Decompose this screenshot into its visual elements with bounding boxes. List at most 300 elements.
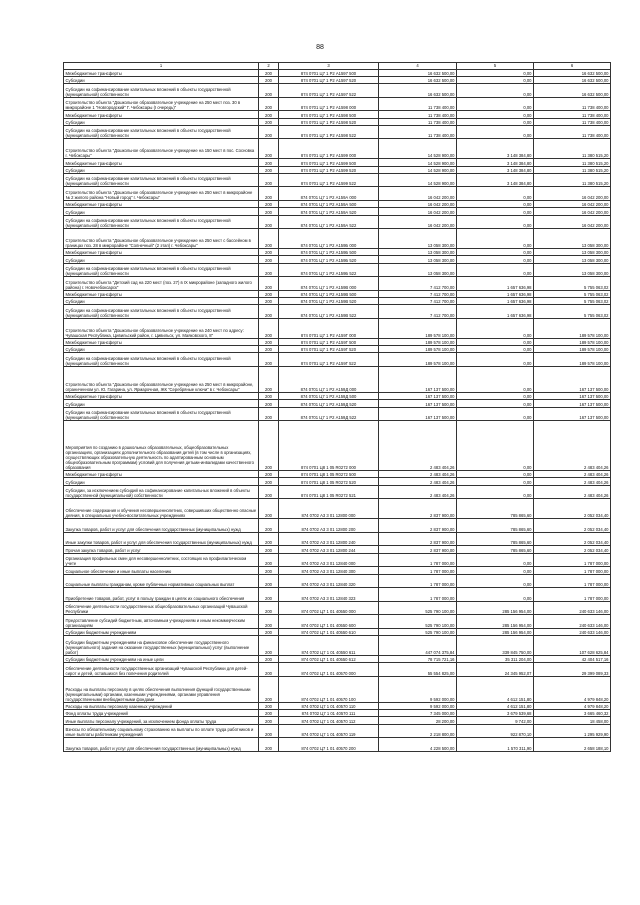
row-budget-code: 874 0701 Ц7 1 Р2 А159А 522: [279, 215, 379, 229]
table-row: [64, 392, 611, 399]
row-approved-amount: 167 137 500,00: [379, 407, 457, 421]
row-budget-code: 874 0701 Ц7 1 Р2 А1597 520: [279, 76, 379, 83]
row-executed-amount: 3 148 384,80: [457, 166, 534, 173]
table-row: [64, 256, 611, 263]
row-budget-code: 874 0702 А3 3 01 12840 000: [279, 553, 379, 567]
row-executed-amount: 0,00: [457, 346, 534, 353]
row-unexecuted-amount: 1 787 000,00: [534, 574, 611, 588]
row-unexecuted-amount: 167 137 500,00: [534, 392, 611, 399]
row-unexecuted-amount: 16 042 200,00: [534, 201, 611, 208]
table-row: [64, 553, 611, 567]
row-executed-amount: 1 570 311,90: [457, 738, 534, 752]
row-name: Субсидии на софинансирование капитальных вложений в объекты государственной (муниципальной) собственности: [64, 215, 259, 229]
row-unexecuted-amount: 167 137 500,00: [534, 400, 611, 407]
row-unexecuted-amount: 189 578 100,00: [534, 353, 611, 367]
row-line-code: 200: [259, 546, 279, 553]
row-unexecuted-amount: 1 787 000,00: [534, 553, 611, 567]
row-line-code: 200: [259, 159, 279, 166]
row-approved-amount: 16 042 200,00: [379, 187, 457, 201]
row-executed-amount: 0,00: [457, 319, 534, 339]
row-approved-amount: 1 787 000,00: [379, 588, 457, 602]
row-executed-amount: 785 865,60: [457, 532, 534, 546]
row-approved-amount: 1 787 000,00: [379, 567, 457, 574]
row-unexecuted-amount: 2 483 404,26: [534, 421, 611, 471]
row-line-code: 200: [259, 256, 279, 263]
row-name: Субсидии: [64, 478, 259, 485]
row-unexecuted-amount: 2 052 034,40: [534, 499, 611, 519]
row-unexecuted-amount: 2 052 034,40: [534, 546, 611, 553]
row-approved-amount: 13 058 300,00: [379, 229, 457, 249]
row-name: Взносы по обязательному социальному страхованию на выплаты по оплате труда работников и иные выплаты работникам учреждений: [64, 724, 259, 738]
row-unexecuted-amount: 29 399 089,33: [534, 663, 611, 677]
row-executed-amount: 9 742,00: [457, 717, 534, 724]
row-name: Субсидии на софинансирование капитальных вложений в объекты государственной (муниципальной) собственности: [64, 263, 259, 277]
row-line-code: 200: [259, 263, 279, 277]
row-unexecuted-amount: 189 578 100,00: [534, 346, 611, 353]
table-row: [64, 400, 611, 407]
row-approved-amount: 2 483 404,26: [379, 478, 457, 485]
table-row: [64, 118, 611, 125]
row-approved-amount: 189 578 100,00: [379, 338, 457, 345]
row-budget-code: 874 0701 Ц8 1 05 R0272 000: [279, 421, 379, 471]
row-executed-amount: 0,00: [457, 400, 534, 407]
row-name: Строительство объекта "Дошкольное образовательное учреждение на 250 мест с бассейном в границах поз. 28 в микрорайоне "Солнечный" (2 этап) г. Чебоксары": [64, 229, 259, 249]
row-executed-amount: 4 612 151,80: [457, 702, 534, 709]
row-name: Субсидии на софинансирование капитальных вложений в объекты государственной (муниципальной) собственности: [64, 125, 259, 139]
row-unexecuted-amount: 2 658 188,10: [534, 738, 611, 752]
row-line-code: 200: [259, 532, 279, 546]
row-executed-amount: 0,00: [457, 84, 534, 98]
row-budget-code: 874 0701 Ц7 1 Р2 А1597 500: [279, 69, 379, 76]
table-row: [64, 663, 611, 677]
row-budget-code: 874 0701 Ц7 1 Р2 А159В 520: [279, 298, 379, 305]
row-line-code: 200: [259, 499, 279, 519]
table-row: [64, 338, 611, 345]
row-name: Социальные выплаты гражданам, кроме публичных нормативных социальных выплат: [64, 574, 259, 588]
row-executed-amount: 1 657 636,98: [457, 290, 534, 297]
row-unexecuted-amount: 2 483 404,26: [534, 485, 611, 499]
row-executed-amount: 785 865,60: [457, 519, 534, 533]
row-executed-amount: 0,00: [457, 421, 534, 471]
table-row: [64, 656, 611, 663]
table-row: [64, 478, 611, 485]
row-approved-amount: 11 738 400,00: [379, 118, 457, 125]
row-executed-amount: 3 148 384,80: [457, 139, 534, 159]
row-executed-amount: 0,00: [457, 353, 534, 367]
row-unexecuted-amount: 2 483 404,26: [534, 478, 611, 485]
row-name: Строительство объекта "Детский сад на 220 мест (поз. 27) в IX микрорайоне (западного жилого района) г. Новочебоксарск": [64, 277, 259, 291]
row-line-code: 200: [259, 277, 279, 291]
row-approved-amount: 7 412 700,00: [379, 305, 457, 319]
table-row: [64, 208, 611, 215]
row-budget-code: 874 0701 Ц7 1 Р2 А159Б 522: [279, 263, 379, 277]
table-row: [64, 346, 611, 353]
row-executed-amount: 4 612 151,80: [457, 676, 534, 702]
row-budget-code: 874 0701 Ц7 1 Р2 А1598 000: [279, 97, 379, 111]
row-unexecuted-amount: 240 633 146,00: [534, 601, 611, 615]
table-row: [64, 636, 611, 656]
row-budget-code: 874 0702 А3 3 01 12840 323: [279, 588, 379, 602]
row-line-code: 200: [259, 676, 279, 702]
column-number: 1: [64, 63, 259, 70]
row-name: Предоставление субсидий бюджетным, автономным учреждениям и иным некоммерческим организациям: [64, 615, 259, 629]
row-budget-code: 874 0701 Ц7 1 Р2 А159А 000: [279, 187, 379, 201]
row-budget-code: 874 0701 Ц7 1 Р2 А159Б 000: [279, 229, 379, 249]
table-row: [64, 125, 611, 139]
row-name: Обеспечение деятельности государственных общеобразовательных организаций Чувашской Республики: [64, 601, 259, 615]
row-executed-amount: 0,00: [457, 407, 534, 421]
row-budget-code: 874 0701 Ц7 1 Р2 А159А 520: [279, 208, 379, 215]
row-name: Строительство объекта "Дошкольное образовательное учреждение на 150 мест в пос. Сосновка г. Чебоксары": [64, 139, 259, 159]
row-approved-amount: 167 137 500,00: [379, 392, 457, 399]
row-unexecuted-amount: 18 458,00: [534, 717, 611, 724]
row-executed-amount: 0,00: [457, 256, 534, 263]
row-approved-amount: 11 738 400,00: [379, 125, 457, 139]
row-line-code: 200: [259, 111, 279, 118]
table-row: [64, 366, 611, 392]
row-unexecuted-amount: 2 483 404,26: [534, 471, 611, 478]
row-budget-code: 874 0702 Ц7 1 01 40570 100: [279, 676, 379, 702]
row-approved-amount: 14 528 900,00: [379, 139, 457, 159]
row-executed-amount: 0,00: [457, 208, 534, 215]
row-budget-code: 874 0701 Ц7 1 Р2 А1598 500: [279, 111, 379, 118]
row-approved-amount: 28 200,00: [379, 717, 457, 724]
row-approved-amount: 14 528 900,00: [379, 159, 457, 166]
row-line-code: 200: [259, 187, 279, 201]
table-row: [64, 676, 611, 702]
row-line-code: 200: [259, 588, 279, 602]
table-row: [64, 574, 611, 588]
row-name: Субсидии: [64, 400, 259, 407]
row-executed-amount: 285 156 954,00: [457, 601, 534, 615]
row-approved-amount: 55 554 825,00: [379, 663, 457, 677]
table-row: [64, 499, 611, 519]
table-row: [64, 717, 611, 724]
row-approved-amount: 16 632 500,00: [379, 69, 457, 76]
row-budget-code: 874 0701 Ц8 1 05 R0272 520: [279, 478, 379, 485]
row-name: Субсидии на софинансирование капитальных вложений в объекты государственной (муниципальной) собственности: [64, 84, 259, 98]
row-line-code: 200: [259, 628, 279, 635]
row-name: Организация профильных смен для несовершеннолетних, состоящих на профилактическом учете: [64, 553, 259, 567]
row-executed-amount: 339 845 750,00: [457, 636, 534, 656]
row-line-code: 200: [259, 346, 279, 353]
row-line-code: 200: [259, 249, 279, 256]
row-executed-amount: 1 657 636,98: [457, 305, 534, 319]
row-line-code: 200: [259, 97, 279, 111]
row-executed-amount: 0,00: [457, 249, 534, 256]
row-name: Межбюджетные трансферты: [64, 249, 259, 256]
row-name: Субсидии: [64, 256, 259, 263]
row-approved-amount: 7 412 700,00: [379, 277, 457, 291]
row-executed-amount: 785 865,60: [457, 499, 534, 519]
table-row: [64, 229, 611, 249]
row-unexecuted-amount: 107 628 625,84: [534, 636, 611, 656]
row-unexecuted-amount: 5 755 063,02: [534, 290, 611, 297]
row-unexecuted-amount: 2 052 034,40: [534, 519, 611, 533]
row-approved-amount: 2 483 404,26: [379, 471, 457, 478]
row-line-code: 200: [259, 485, 279, 499]
row-executed-amount: 24 345 952,07: [457, 663, 534, 677]
row-budget-code: 874 0702 Ц7 1 01 40550 000: [279, 601, 379, 615]
row-line-code: 200: [259, 615, 279, 629]
table-row: [64, 710, 611, 717]
row-budget-code: 874 0702 Ц7 1 01 40550 612: [279, 656, 379, 663]
column-number: 6: [534, 63, 611, 70]
table-row: [64, 628, 611, 635]
row-unexecuted-amount: 189 578 100,00: [534, 319, 611, 339]
table-row: [64, 84, 611, 98]
row-approved-amount: 7 345 000,00: [379, 710, 457, 717]
row-line-code: 200: [259, 353, 279, 367]
row-approved-amount: 2 483 404,26: [379, 485, 457, 499]
row-budget-code: 874 0701 Ц7 1 Р2 А159Г 000: [279, 319, 379, 339]
table-row: [64, 215, 611, 229]
row-budget-code: 874 0702 А3 3 01 12800 200: [279, 519, 379, 533]
row-line-code: 200: [259, 710, 279, 717]
row-unexecuted-amount: 13 058 300,00: [534, 256, 611, 263]
row-unexecuted-amount: 11 738 400,00: [534, 111, 611, 118]
row-name: Субсидии: [64, 118, 259, 125]
row-budget-code: 874 0701 Ц7 1 Р2 А159Г 500: [279, 338, 379, 345]
row-approved-amount: 2 837 900,00: [379, 546, 457, 553]
row-executed-amount: 0,00: [457, 263, 534, 277]
row-line-code: 200: [259, 636, 279, 656]
row-line-code: 200: [259, 215, 279, 229]
row-unexecuted-amount: 11 380 515,20: [534, 166, 611, 173]
row-name: Субсидии: [64, 166, 259, 173]
row-executed-amount: 0,00: [457, 97, 534, 111]
row-unexecuted-amount: 1 295 929,90: [534, 724, 611, 738]
row-line-code: 200: [259, 407, 279, 421]
table-row: [64, 159, 611, 166]
row-executed-amount: 1 657 636,98: [457, 298, 534, 305]
table-row: [64, 298, 611, 305]
row-approved-amount: 2 218 800,00: [379, 724, 457, 738]
row-name: Межбюджетные трансферты: [64, 111, 259, 118]
row-unexecuted-amount: 11 738 400,00: [534, 125, 611, 139]
table-row: [64, 97, 611, 111]
budget-table: [63, 62, 611, 752]
row-budget-code: 874 0701 Ц7 1 Р2 А159Б 500: [279, 249, 379, 256]
row-line-code: 200: [259, 290, 279, 297]
row-name: Межбюджетные трансферты: [64, 392, 259, 399]
column-number: 4: [379, 63, 457, 70]
table-row: [64, 173, 611, 187]
row-unexecuted-amount: 16 632 500,00: [534, 69, 611, 76]
row-line-code: 200: [259, 392, 279, 399]
row-budget-code: 874 0702 А3 3 01 12800 244: [279, 546, 379, 553]
row-line-code: 200: [259, 574, 279, 588]
row-executed-amount: 0,00: [457, 392, 534, 399]
row-unexecuted-amount: 16 042 200,00: [534, 215, 611, 229]
row-unexecuted-amount: 5 755 063,02: [534, 305, 611, 319]
row-executed-amount: 35 311 204,00: [457, 656, 534, 663]
row-approved-amount: 2 837 900,00: [379, 519, 457, 533]
row-budget-code: 874 0701 Ц7 1 Р2 А159Д 520: [279, 400, 379, 407]
table-row: [64, 249, 611, 256]
table-row: [64, 201, 611, 208]
row-executed-amount: 0,00: [457, 118, 534, 125]
table-row: [64, 485, 611, 499]
row-unexecuted-amount: 16 042 200,00: [534, 187, 611, 201]
row-name: Прочая закупка товаров, работ и услуг: [64, 546, 259, 553]
row-line-code: 200: [259, 69, 279, 76]
row-executed-amount: 0,00: [457, 69, 534, 76]
row-budget-code: 874 0702 Ц7 1 01 40550 611: [279, 636, 379, 656]
row-line-code: 200: [259, 553, 279, 567]
row-approved-amount: 2 483 404,26: [379, 421, 457, 471]
row-approved-amount: 189 578 100,00: [379, 353, 457, 367]
row-name: Иные выплаты персоналу учреждений, за исключением фонда оплаты труда: [64, 717, 259, 724]
row-line-code: 200: [259, 724, 279, 738]
row-name: Межбюджетные трансферты: [64, 290, 259, 297]
row-budget-code: 874 0701 Ц7 1 Р2 А159Г 520: [279, 346, 379, 353]
row-budget-code: 874 0702 Ц7 1 01 40570 112: [279, 717, 379, 724]
row-name: Строительство объекта "Дошкольное образовательное учреждение на 240 мест по адресу: Чувашская Республика, Цивильский район, г. Цивильск, ул. Маяковского, 8": [64, 319, 259, 339]
row-unexecuted-amount: 11 380 515,20: [534, 173, 611, 187]
row-executed-amount: 285 156 954,00: [457, 615, 534, 629]
row-name: Субсидии: [64, 346, 259, 353]
row-executed-amount: 3 148 384,80: [457, 159, 534, 166]
table-row: [64, 187, 611, 201]
row-budget-code: 874 0701 Ц7 1 Р2 А159В 500: [279, 290, 379, 297]
row-budget-code: 874 0701 Ц7 1 Р2 А159Г 522: [279, 353, 379, 367]
table-row: [64, 471, 611, 478]
row-budget-code: 874 0702 Ц7 1 01 40570 000: [279, 663, 379, 677]
row-approved-amount: 1 787 000,00: [379, 553, 457, 567]
table-row: [64, 139, 611, 159]
row-unexecuted-amount: 11 738 400,00: [534, 118, 611, 125]
row-line-code: 200: [259, 471, 279, 478]
row-approved-amount: 14 528 900,00: [379, 173, 457, 187]
row-approved-amount: 189 578 100,00: [379, 346, 457, 353]
row-unexecuted-amount: 1 787 000,00: [534, 588, 611, 602]
column-number: 5: [457, 63, 534, 70]
table-row: [64, 353, 611, 367]
row-name: Субсидии на софинансирование капитальных вложений в объекты государственной (муниципальной) собственности: [64, 173, 259, 187]
row-name: Межбюджетные трансферты: [64, 159, 259, 166]
row-name: Обеспечение деятельности государственных организаций Чувашской Республики для детей-сирот и детей, оставшихся без попечения родителей: [64, 663, 259, 677]
row-approved-amount: 16 042 200,00: [379, 215, 457, 229]
table-row: [64, 277, 611, 291]
row-executed-amount: 0,00: [457, 201, 534, 208]
row-executed-amount: 0,00: [457, 215, 534, 229]
row-executed-amount: 0,00: [457, 366, 534, 392]
row-budget-code: 874 0702 Ц7 1 01 40570 111: [279, 710, 379, 717]
row-approved-amount: 525 790 100,00: [379, 615, 457, 629]
row-line-code: 200: [259, 125, 279, 139]
row-approved-amount: 525 790 100,00: [379, 628, 457, 635]
table-row: [64, 263, 611, 277]
row-name: Межбюджетные трансферты: [64, 471, 259, 478]
row-unexecuted-amount: 5 755 063,02: [534, 277, 611, 291]
row-name: Строительство объекта "Дошкольное образовательное учреждение на 250 мест в микрорайоне, ограниченном ул. Ю. Гагарина, ул. Ярмарочная, ЖК "Серебряные ключи" в г. Чебоксары": [64, 366, 259, 392]
row-unexecuted-amount: 5 755 063,02: [534, 298, 611, 305]
row-unexecuted-amount: 13 058 300,00: [534, 229, 611, 249]
row-approved-amount: 78 715 721,16: [379, 656, 457, 663]
row-unexecuted-amount: 189 578 100,00: [534, 338, 611, 345]
column-number: 3: [279, 63, 379, 70]
row-approved-amount: 167 137 500,00: [379, 366, 457, 392]
row-unexecuted-amount: 4 979 848,20: [534, 676, 611, 702]
row-unexecuted-amount: 16 042 200,00: [534, 208, 611, 215]
row-name: Субсидии на софинансирование капитальных вложений в объекты государственной (муниципальной) собственности: [64, 305, 259, 319]
row-budget-code: 874 0701 Ц7 1 Р2 А159Б 520: [279, 256, 379, 263]
row-unexecuted-amount: 13 058 300,00: [534, 249, 611, 256]
row-name: Межбюджетные трансферты: [64, 69, 259, 76]
table-row: [64, 305, 611, 319]
row-line-code: 200: [259, 305, 279, 319]
row-executed-amount: 0,00: [457, 125, 534, 139]
row-budget-code: 874 0701 Ц8 1 05 R0272 521: [279, 485, 379, 499]
row-approved-amount: 13 058 300,00: [379, 263, 457, 277]
table-row: [64, 111, 611, 118]
row-unexecuted-amount: 13 058 300,00: [534, 263, 611, 277]
row-approved-amount: 11 738 400,00: [379, 97, 457, 111]
row-approved-amount: 16 632 500,00: [379, 76, 457, 83]
row-unexecuted-amount: 1 787 000,00: [534, 567, 611, 574]
row-approved-amount: 11 738 400,00: [379, 111, 457, 118]
row-line-code: 200: [259, 663, 279, 677]
row-line-code: 200: [259, 298, 279, 305]
row-line-code: 200: [259, 229, 279, 249]
row-budget-code: 874 0702 Ц7 1 01 40570 200: [279, 738, 379, 752]
row-unexecuted-amount: 2 052 034,40: [534, 532, 611, 546]
row-budget-code: 874 0701 Ц7 1 Р2 А159Д 522: [279, 407, 379, 421]
row-name: Строительство объекта "Дошкольное образовательное учреждение на 250 мест поз. 30 в микрорайоне 1 "Новгородский" Г. Чебоксары (I очередь)": [64, 97, 259, 111]
row-unexecuted-amount: 16 632 500,00: [534, 84, 611, 98]
table-body: [64, 63, 611, 752]
row-executed-amount: 0,00: [457, 338, 534, 345]
row-line-code: 200: [259, 338, 279, 345]
row-line-code: 200: [259, 400, 279, 407]
row-budget-code: 874 0701 Ц7 1 Р2 А1599 520: [279, 166, 379, 173]
row-name: Субсидии бюджетным учреждениям на финансовое обеспечение государственного (муниципального) задания на оказание государственных (муниципальных) услуг (выполнение работ): [64, 636, 259, 656]
row-approved-amount: 7 412 700,00: [379, 298, 457, 305]
row-executed-amount: 3 679 539,68: [457, 710, 534, 717]
page-number: 88: [316, 44, 324, 51]
row-executed-amount: 785 865,60: [457, 546, 534, 553]
row-name: Строительство объекта "Дошкольное образовательное учреждение на 250 мест в микрорайоне № 2 жилого района "Новый город" г. Чебоксары": [64, 187, 259, 201]
table-row: [64, 615, 611, 629]
row-approved-amount: 447 074 375,84: [379, 636, 457, 656]
row-budget-code: 874 0702 Ц7 1 01 40550 610: [279, 628, 379, 635]
table-row: [64, 724, 611, 738]
table-row: [64, 532, 611, 546]
row-budget-code: 874 0701 Ц7 1 Р2 А1597 522: [279, 84, 379, 98]
row-executed-amount: 0,00: [457, 478, 534, 485]
table-row: [64, 407, 611, 421]
row-budget-code: 874 0701 Ц7 1 Р2 А1598 520: [279, 118, 379, 125]
row-line-code: 200: [259, 166, 279, 173]
row-executed-amount: 922 870,10: [457, 724, 534, 738]
row-executed-amount: 0,00: [457, 588, 534, 602]
row-name: Закупка товаров, работ и услуг для обеспечения государственных (муниципальных) нужд: [64, 519, 259, 533]
row-name: Межбюджетные трансферты: [64, 338, 259, 345]
row-approved-amount: 13 058 300,00: [379, 249, 457, 256]
row-line-code: 200: [259, 84, 279, 98]
row-line-code: 200: [259, 656, 279, 663]
row-approved-amount: 167 137 500,00: [379, 400, 457, 407]
row-name: Иные закупки товаров, работ и услуг для обеспечения государственных (муниципальных) нужд: [64, 532, 259, 546]
row-line-code: 200: [259, 421, 279, 471]
row-executed-amount: 0,00: [457, 76, 534, 83]
row-approved-amount: 7 412 700,00: [379, 290, 457, 297]
row-budget-code: 874 0701 Ц7 1 Р2 А159Д 500: [279, 392, 379, 399]
row-unexecuted-amount: 11 380 515,20: [534, 139, 611, 159]
row-executed-amount: 0,00: [457, 574, 534, 588]
row-approved-amount: 16 042 200,00: [379, 201, 457, 208]
